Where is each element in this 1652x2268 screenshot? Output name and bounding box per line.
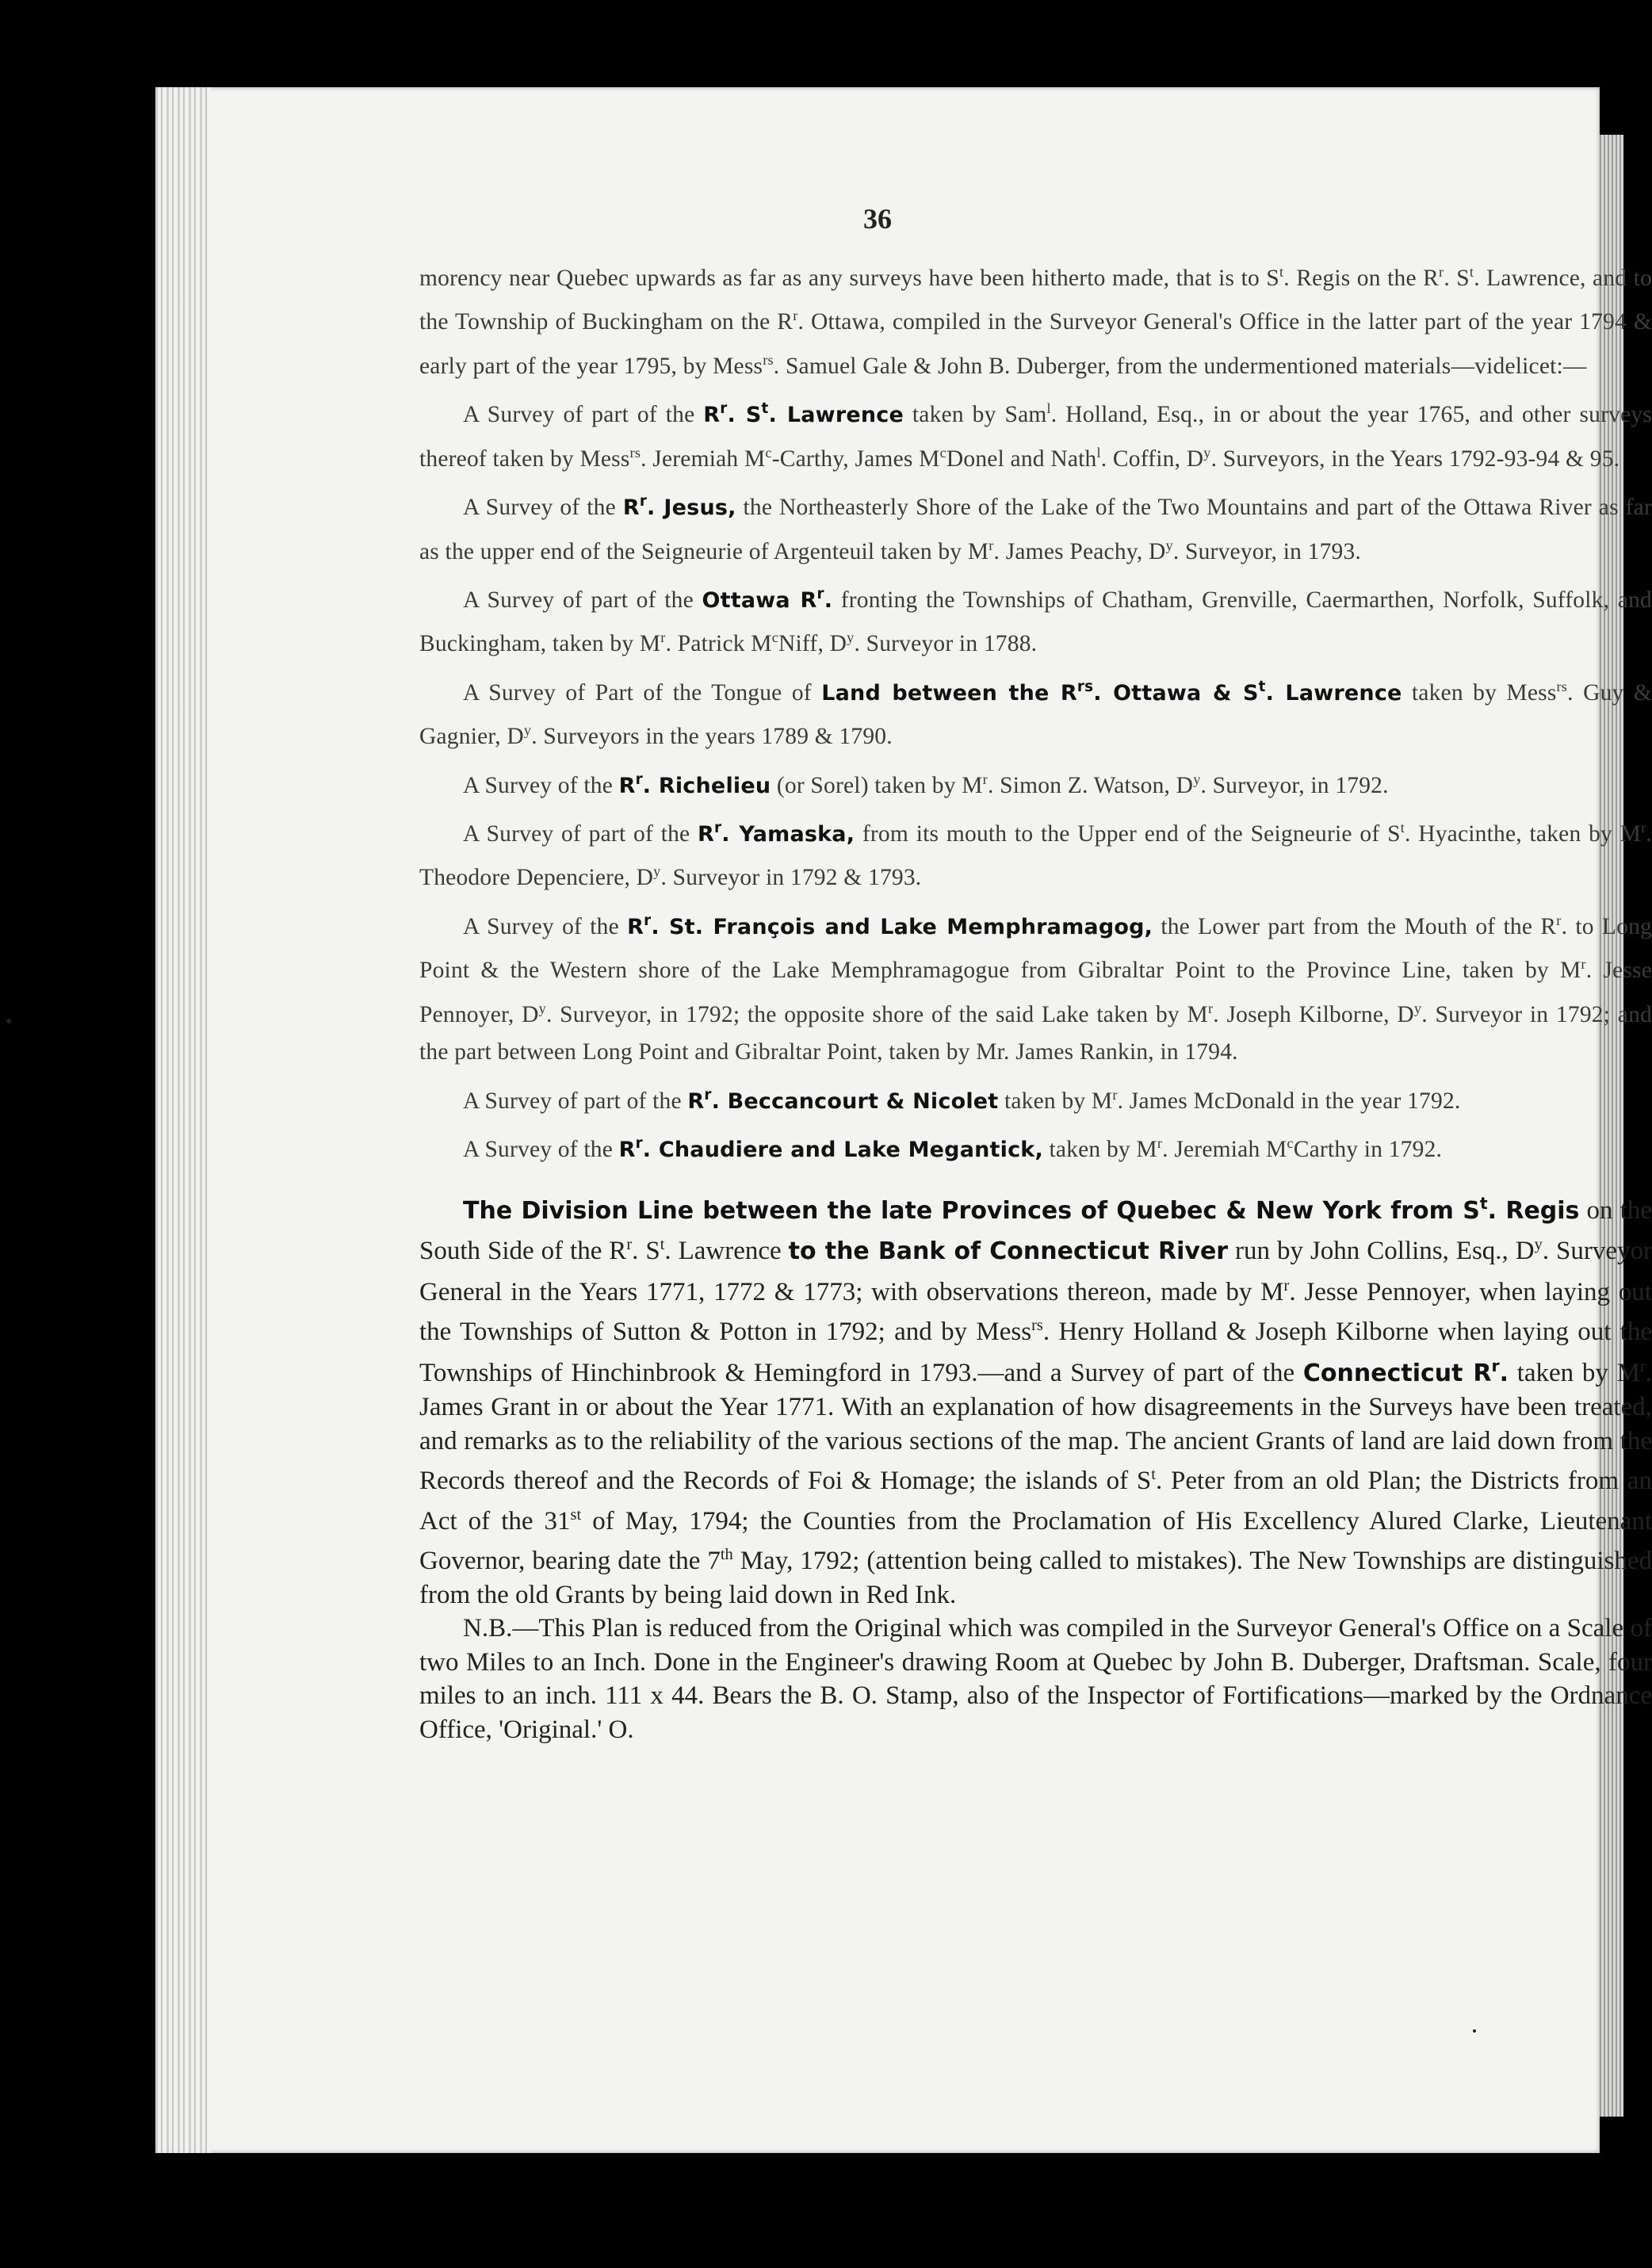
superscript-run: y [653,863,661,880]
text-run: . Surveyor, in 1793. [1172,538,1362,564]
survey-list [419,254,1652,1169]
text-run: . Simon Z. Watson, D [987,772,1194,798]
paragraph [419,761,1652,805]
text-run: . Holland, Esq., in or about the year 1765, and other surveys thereof taken by Mess [419,402,1652,472]
text-run: -Carthy, James M [771,446,940,472]
superscript-run: y [538,1000,546,1016]
bold-run: r [639,493,648,511]
superscript-run: rs [1031,1317,1043,1335]
text-run: taken by Sam [904,402,1047,428]
paragraph [419,1187,1652,1612]
text-run: the Northeasterly Shore of the Lake of the Two Mountains and part of the Ottawa River as far as the upper end of the Seigneurie of Argenteuil taken by M [419,494,1652,564]
bold-run: R [622,495,640,520]
bold-run: R [618,1138,636,1163]
text-run: . Coffin, D [1100,446,1204,472]
bold-run: R [618,773,636,798]
superscript-run: rs [763,351,774,368]
superscript-run: c [765,444,772,461]
text-run: . S [632,1237,660,1266]
paragraph [419,902,1652,1072]
bold-run: t [1479,1193,1488,1213]
superscript-run: r [660,629,666,646]
superscript-run: t [1469,264,1474,280]
text-run: . Jesse Pennoyer, when laying out the Townships of Sutton & Potton in 1792; and by Mess [419,1277,1652,1347]
superscript-run: r [1439,264,1444,280]
bold-run: r [635,771,643,788]
superscript-run: r [1112,1086,1118,1103]
text-run: N.B.—This Plan is reduced from the Original which was compiled in the Surveyor General's Office on a Scale of two Miles to an Inch. Done in the Engineer's drawing Room at Quebec by John B. Duberger, Draftsman. Scale, four miles to an inch. 111 x 44. Bears the B. O. Stamp, also of the Inspector of Fortifications—marked by the Ordnance Office, 'Original.' O. [419,1614,1652,1744]
scan-speck [6,1019,11,1023]
superscript-run: y [1203,444,1211,461]
text-run: . Surveyor in 1792; and the part between Long Point and Gibraltar Point, taken by Mr. James Rankin, in 1794. [419,1001,1652,1065]
bold-run: . Ottawa & S [1093,680,1259,706]
bold-run: . [824,587,833,613]
bold-run: t [761,400,769,418]
text-run: . Hyacinthe, taken by M [1404,820,1642,847]
superscript-run: r [1639,1357,1646,1375]
superscript-run: r [1641,820,1646,836]
bold-run: R [687,1088,705,1114]
bold-run: t [1258,678,1266,695]
text-run: taken by M [1508,1358,1640,1387]
paragraph [419,668,1652,756]
bold-run: r [704,1086,712,1103]
bold-run: to the Bank of Connecticut River [788,1237,1229,1266]
paragraph [419,809,1652,897]
text-run: . Surveyors, in the Years 1792-93-94 & 95. [1210,446,1620,472]
superscript-run: c [771,629,779,646]
text-run: A Survey of the [463,772,619,798]
text-run: . Henry Holland & Joseph Kilborne when laying out the Townships of Hinchinbrook & Hemingford in 1793.—and a Survey of part of the [419,1318,1652,1387]
bold-run: . Jesus, [647,495,736,520]
superscript-run: y [1193,771,1201,787]
text-run: . Jeremiah M [1162,1137,1287,1163]
text-run: . Ottawa, compiled in the Surveyor General's Office in the latter part of the year 1794 & early part of the year 1795, by Mess [419,309,1652,379]
text-run: fronting the Townships of Chatham, Grenville, Caermarthen, Norfolk, Suffolk, and Buckingham, taken by M [419,587,1652,657]
paragraph [419,254,1652,385]
superscript-run: r [793,308,798,324]
text-run: . Guy & Gagnier, D [419,679,1652,750]
text-run: . James McDonald in the year 1792. [1117,1088,1461,1114]
superscript-run: t [1151,1466,1156,1484]
nota-bene-paragraph [419,1612,1652,1746]
text-run: morency near Quebec upwards as far as any surveys have been hitherto made, that is to S [419,265,1279,291]
page-binding-gutter [155,87,211,2153]
superscript-run: l [1096,444,1101,461]
text-run: . Samuel Gale & John B. Duberger, from the undermentioned materials—videlicet:— [773,353,1587,379]
superscript-run: r [982,771,988,787]
text-run: . Peter from an old Plan; the Districts from an Act of the 31 [419,1467,1652,1536]
bold-run: R [698,821,715,847]
text-run: . S [1444,265,1470,291]
bold-run: r [644,912,652,929]
superscript-run: l [1046,400,1051,417]
superscript-run: t [1400,820,1405,836]
superscript-run: th [720,1546,733,1564]
text-run: from its mouth to the Upper end of the Seigneurie of S [855,820,1401,847]
text-run: A Survey of part of the [463,587,702,613]
text-run: . Theodore Depenciere, D [419,820,1652,891]
superscript-run: r [1556,912,1562,928]
bold-run: r [635,1135,643,1153]
text-run: A Survey of part of the [463,1088,688,1114]
superscript-run: y [847,629,855,646]
bold-run: . Regis [1487,1196,1580,1225]
text-run: A Survey of Part of the Tongue of [463,679,822,706]
text-run: . Surveyors in the years 1789 & 1790. [531,724,893,750]
superscript-run: r [989,537,994,553]
bold-run: Connecticut R [1302,1359,1492,1387]
scanned-page [155,87,1652,2153]
paragraph [419,1077,1652,1120]
superscript-run: t [660,1236,665,1254]
text-run: the Lower part from the Mouth of the R [1153,913,1557,939]
paragraph [419,1125,1652,1168]
superscript-run: rs [1556,678,1568,694]
text-run: run by John Collins, Esq., D [1228,1237,1535,1266]
bold-run: rs [1076,678,1094,695]
bold-run: . Yamaska, [721,821,855,847]
bold-run: r [1491,1356,1500,1375]
bold-run: Ottawa R [702,587,817,613]
text-run: A Survey of part of the [463,820,698,847]
bold-run: . S [727,403,762,428]
superscript-run: st [570,1505,582,1524]
text-run: May, 1792; (attention being called to mistakes). The New Townships are distinguished from the old Grants by being laid down in Red Ink. [419,1547,1652,1609]
superscript-run: y [1413,1000,1422,1016]
superscript-run: r [1283,1276,1290,1295]
text-run: . Lawrence [664,1237,789,1266]
text-run: of May, 1794; the Counties from the Proclamation of His Excellency Alured Clarke, Lieutenant Governor, bearing date the 7 [419,1506,1652,1576]
text-run: . Jesse Pennoyer, D [419,958,1652,1027]
text-run: . Surveyor, in 1792; the opposite shore of the said Lake taken by M [545,1001,1208,1027]
superscript-run: c [1287,1135,1294,1152]
bold-run: The Division Line between the late Provinces of Quebec & New York from S [463,1196,1480,1225]
bold-run: . Chaudiere and Lake Megantick, [642,1138,1043,1163]
text-run: A Survey of the [463,494,623,520]
bold-run: R [627,914,644,939]
superscript-run: y [1165,537,1173,553]
document-body [419,254,1652,1746]
text-run: taken by M [1042,1137,1157,1163]
paragraph [419,390,1652,478]
text-run: on the South Side of the R [419,1195,1652,1266]
superscript-run: c [939,444,946,461]
text-run: . Regis on the R [1283,265,1440,291]
bold-run: . [1499,1359,1509,1387]
paragraph [419,483,1652,571]
paragraph [419,576,1652,664]
text-run: (or Sorel) taken by M [771,772,983,798]
bold-run: . Lawrence [1265,680,1402,706]
text-run: Niff, D [778,631,847,657]
bold-run: . Lawrence [768,403,904,428]
text-run: A Survey of the [463,913,628,939]
text-run: . James Grant in or about the Year 1771. With an explanation of how disagreements in the Surveys have been treated, and remarks as to the reliability of the various sections of the map. The ancient Grants of land are laid down from the Records thereof and the Records of Foi & Homage; the islands of S [419,1358,1652,1496]
text-run: . Jeremiah M [641,446,766,472]
text-run: . Surveyor in 1788. [854,631,1038,657]
bold-run: . Beccancourt & Nicolet [711,1088,999,1114]
bold-run: r [720,400,728,418]
page-number: 36 [863,203,892,235]
superscript-run: r [1581,956,1586,973]
superscript-run: r [626,1236,633,1254]
bold-run: R [703,403,721,428]
text-run: . Surveyor, in 1792. [1200,772,1389,798]
text-run: A Survey of part of the [463,402,704,428]
bold-run: . St. François and Lake Memphramagog, [651,914,1153,939]
text-run: taken by Mess [1402,679,1557,706]
text-run: . Patrick M [665,631,772,657]
superscript-run: r [1157,1135,1163,1152]
superscript-run: t [1279,264,1284,280]
superscript-run: y [1534,1236,1543,1254]
text-run: A Survey of the [463,1137,619,1163]
superscript-run: r [1207,1000,1214,1016]
text-run: . Surveyor in 1792 & 1793. [660,865,922,891]
text-run: . Surveyor General in the Years 1771, 1772 & 1773; with observations thereon, made by M [419,1237,1652,1306]
text-run: Carthy in 1792. [1293,1137,1443,1163]
bold-run: r [816,585,824,602]
division-line-section [419,1187,1652,1747]
text-run: . to Long Point & the Western shore of the Lake Memphramagogue from Gibraltar Point to the Province Line, taken by M [419,913,1652,984]
bold-run: r [714,820,722,837]
text-run: taken by M [998,1088,1113,1114]
superscript-run: y [523,722,532,739]
superscript-run: rs [629,444,641,461]
text-run: . Lawrence, and to the Township of Buckingham on the R [419,265,1652,335]
text-run: Donel and Nath [946,446,1097,472]
bold-run: Land between the R [821,680,1077,706]
scan-speck [1473,2029,1476,2033]
text-run: . Joseph Kilborne, D [1213,1001,1414,1027]
bold-run: . Richelieu [642,773,771,798]
text-run: . James Peachy, D [993,538,1166,564]
